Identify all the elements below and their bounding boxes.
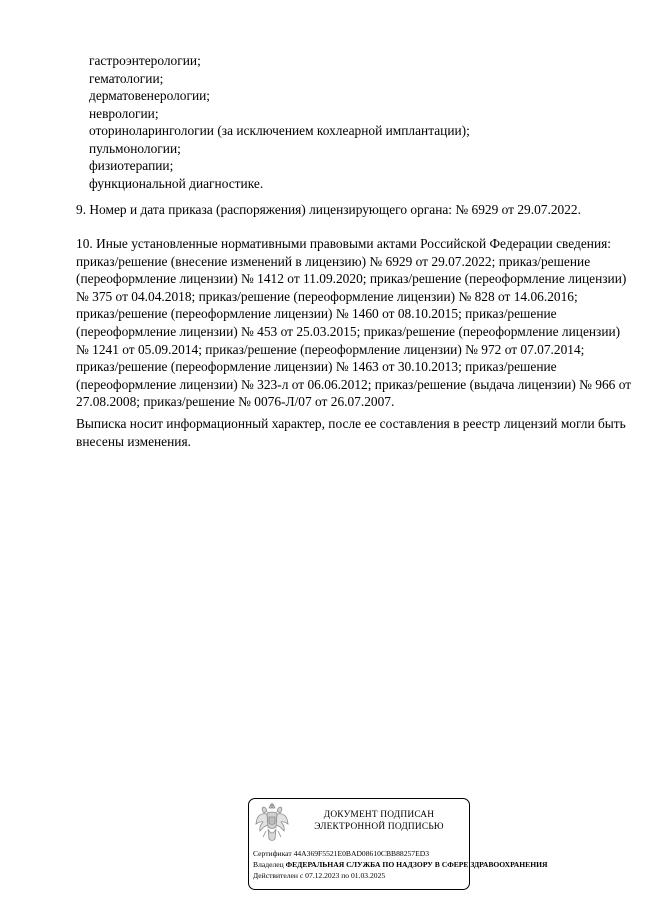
stamp-title (293, 809, 465, 833)
disclaimer-paragraph: Выписка носит информационный характер, после ее составления в реестр лицензий могли быть внесены изменения. (76, 416, 626, 449)
specialty-item: пульмонологии; (89, 140, 181, 156)
other-info-line: № 1241 от 05.09.2014; приказ/решение (переоформление лицензии) № 972 от 07.07.2014; (76, 341, 585, 357)
valid-to-label: по (341, 871, 350, 880)
other-info-line: 27.08.2008; приказ/решение № 0076-Л/07 от 26.07.2007. (76, 394, 395, 410)
other-info-line: (переоформление лицензии) № 453 от 25.03.2015; приказ/решение (переоформление лицензии) (76, 323, 621, 339)
specialty-item: физиотерапии; (89, 158, 174, 173)
specialty-item: неврологии; (89, 105, 159, 121)
other-info-line: приказ/решение (внесение изменений в лицензию) № 6929 от 29.07.2022; приказ/решение (76, 253, 591, 269)
other-info-line: приказ/решение (переоформление лицензии) № 1463 от 30.10.2013; приказ/решение (76, 359, 557, 375)
russian-coat-of-arms-icon (255, 803, 289, 847)
stamp-title-line: ДОКУМЕНТ ПОДПИСАН (323, 810, 435, 820)
other-info-line: (переоформление лицензии) № 1412 от 11.09.2020; приказ/решение (переоформление лицензии) (76, 271, 627, 287)
other-info-paragraph (76, 235, 646, 411)
other-info-line: № 375 от 04.04.2018; приказ/решение (переоформление лицензии) № 828 от 14.06.2016; (76, 288, 578, 304)
specialty-item: гастроэнтерологии; (89, 53, 201, 68)
stamp-title-line: ЭЛЕКТРОННОЙ ПОДПИСЬЮ (314, 822, 444, 832)
specialty-item: функциональной диагностике. (89, 175, 264, 191)
order-number-paragraph: 9. Номер и дата приказа (распоряжения) лицензирующего органа: № 6929 от 29.07.2022. (76, 202, 581, 217)
owner-row (253, 859, 548, 870)
valid-to: 01.03.2025 (351, 871, 386, 880)
owner-value: ФЕДЕРАЛЬНАЯ СЛУЖБА ПО НАДЗОРУ В СФЕРЕ ЗДРАВООХРАНЕНИЯ (285, 860, 548, 869)
specialty-item: дерматовенерологии; (89, 88, 211, 103)
other-info-line: 10. Иные установленные нормативными правовыми актами Российской Федерации сведения: (76, 236, 611, 251)
electronic-signature-stamp (248, 798, 548, 890)
specialty-item: гематологии; (89, 70, 164, 86)
owner-label: Владелец (253, 860, 284, 869)
specialty-list (89, 52, 470, 192)
certificate-label: Сертификат (253, 849, 292, 858)
other-info-line: приказ/решение (переоформление лицензии) № 1460 от 08.10.2015; приказ/решение (76, 306, 557, 322)
certificate-row (253, 848, 548, 859)
certificate-value: 44A369F5521E0BAD08610CBB88257ED3 (293, 849, 430, 858)
validity-row (253, 870, 548, 881)
other-info-line: (переоформление лицензии) № 323-л от 06.06.2012; приказ/решение (выдача лицензии) № 966 от (76, 376, 632, 392)
stamp-details (253, 848, 548, 881)
specialty-item: оториноларингологии (за исключением кохлеарной имплантации); (89, 123, 470, 138)
valid-from: 07.12.2023 (305, 871, 340, 880)
valid-label: Действителен с (253, 871, 304, 880)
